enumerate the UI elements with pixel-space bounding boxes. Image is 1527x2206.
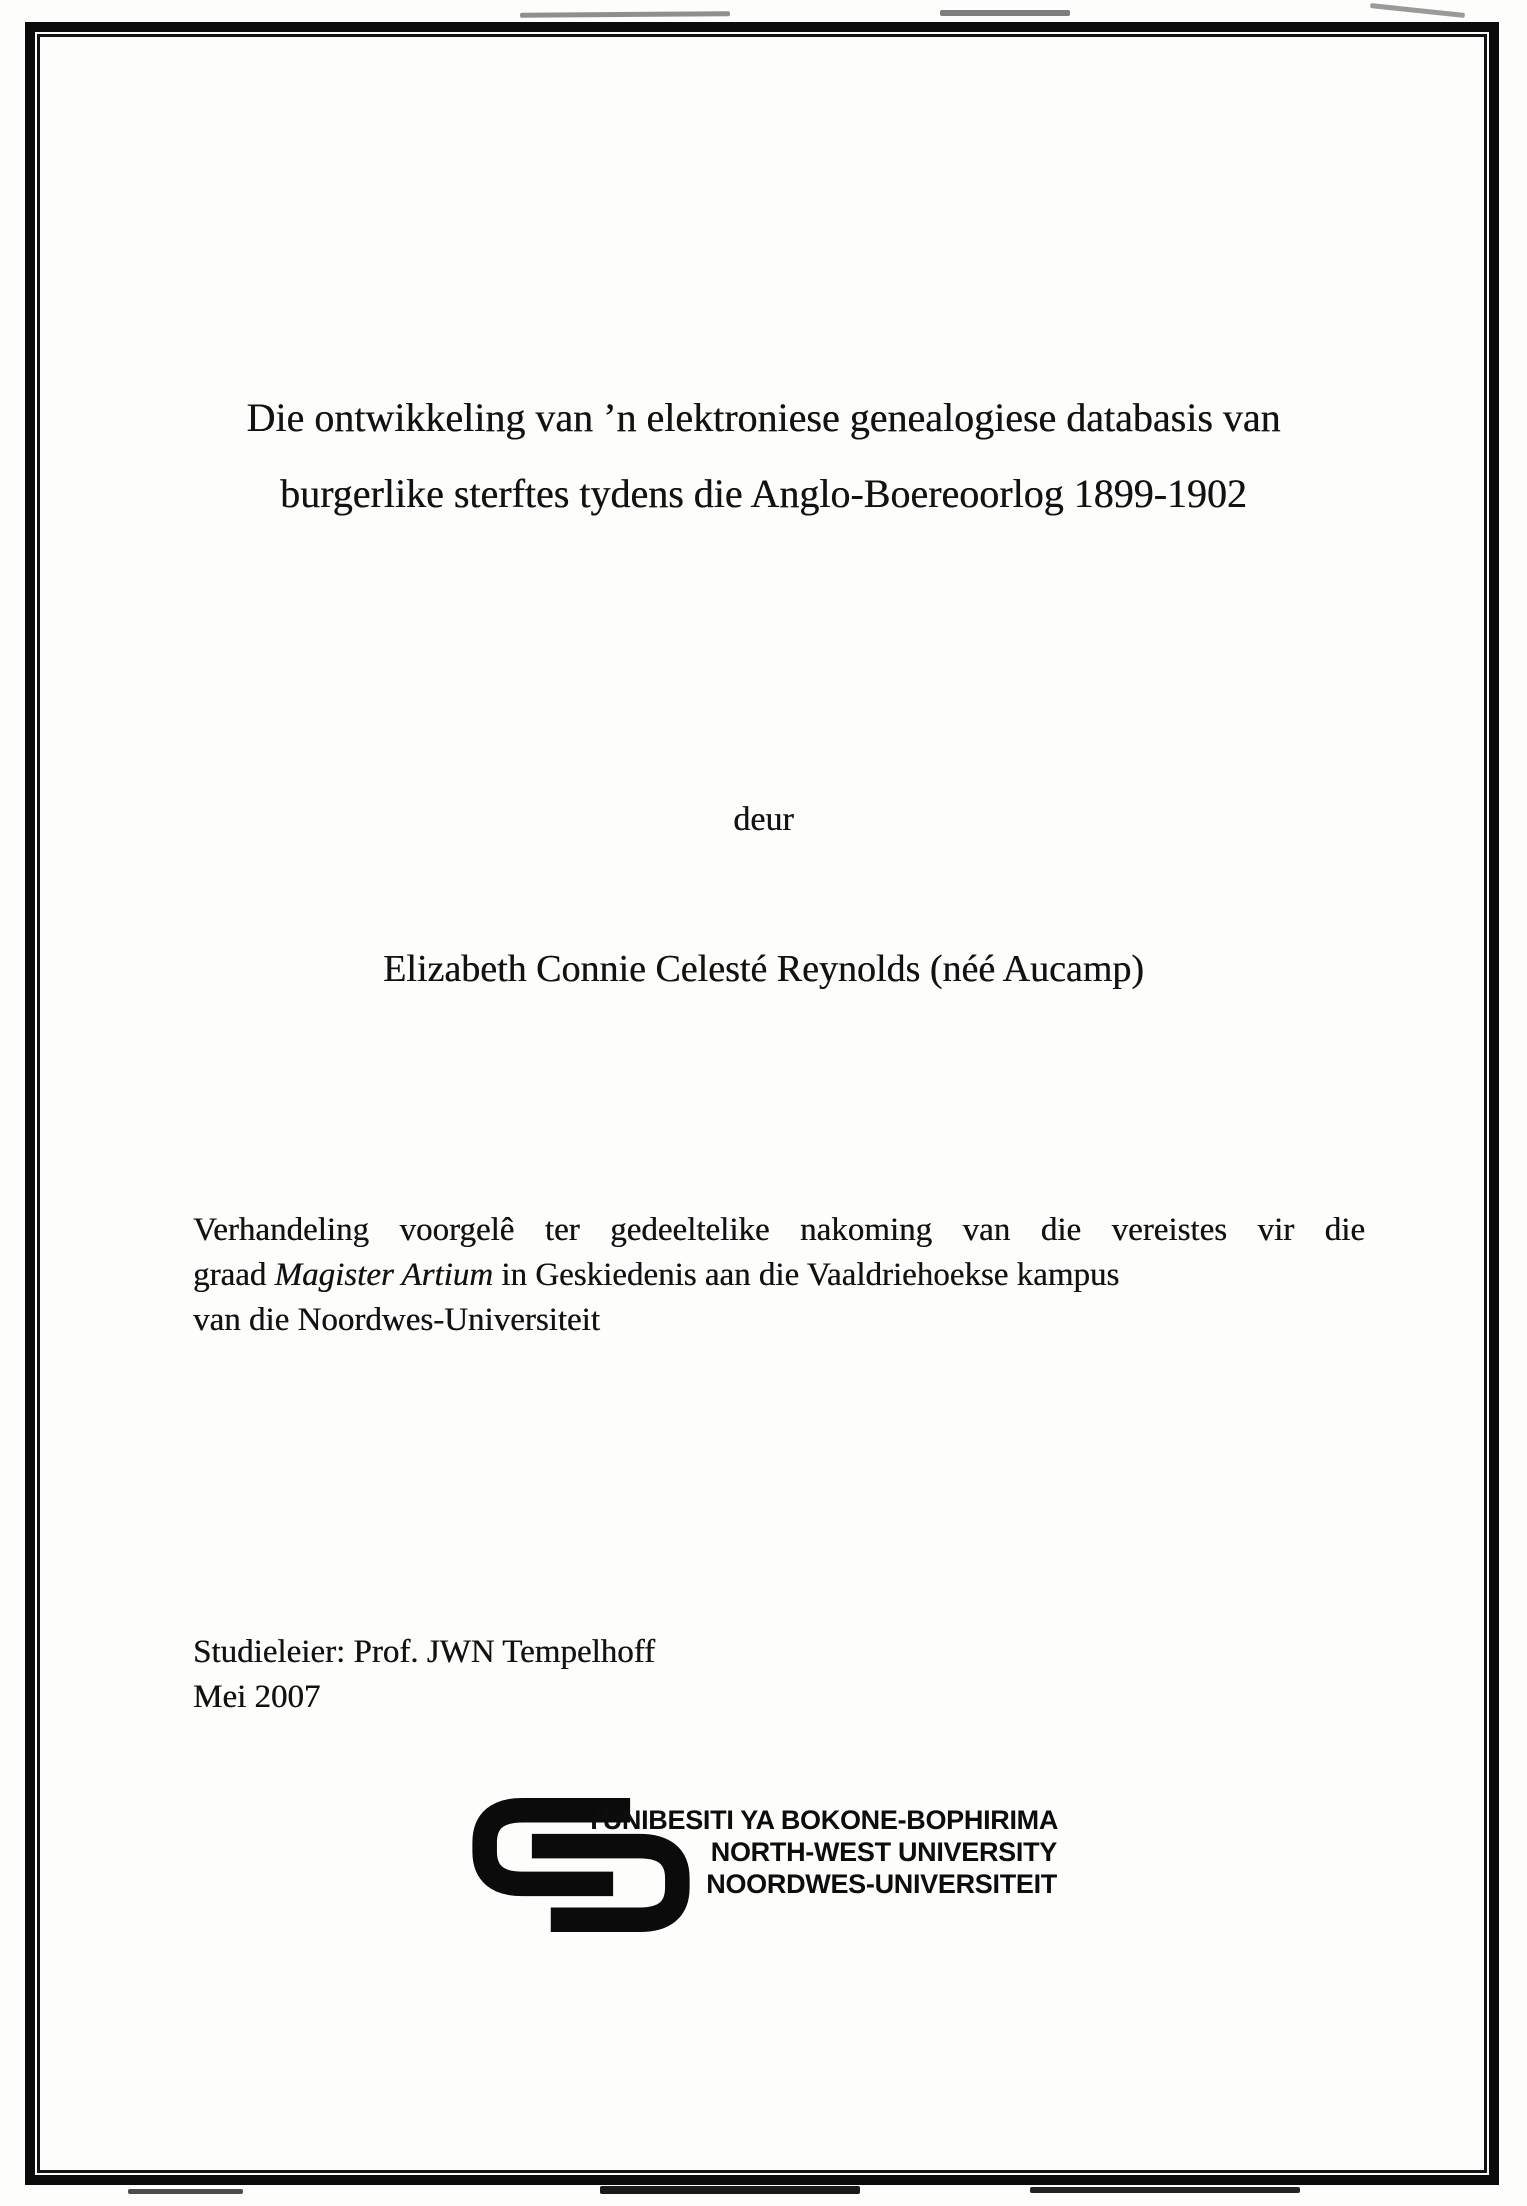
degree-statement-line1: Verhandeling voorgelê ter gedeeltelike nakoming van die vereistes vir die	[193, 1212, 1365, 1248]
university-logo-text	[585, 1804, 1057, 1900]
supervisor-block	[193, 1630, 655, 1720]
scan-speck	[1030, 2187, 1300, 2193]
degree-statement-line2-suffix: in Geskiedenis aan die Vaaldriehoekse kampus	[493, 1257, 1120, 1293]
author-name: Elizabeth Connie Celesté Reynolds (néé Aucamp)	[383, 948, 1144, 990]
scan-speck	[600, 2186, 860, 2194]
degree-statement-line3: van die Noordwes-Universiteit	[193, 1302, 600, 1338]
thesis-title	[0, 380, 1527, 532]
logo-line-afrikaans: NOORDWES-UNIVERSITEIT	[706, 1869, 1057, 1899]
thesis-title-line2: burgerlike sterftes tydens die Anglo-Boereoorlog 1899-1902	[280, 471, 1247, 516]
supervisor-line: Studieleier: Prof. JWN Tempelhoff	[193, 1634, 656, 1670]
degree-statement-line2	[193, 1253, 1365, 1298]
scan-speck	[520, 11, 730, 17]
degree-name-italic: Magister Artium	[274, 1257, 494, 1293]
logo-line-english: NORTH-WEST UNIVERSITY	[710, 1837, 1057, 1867]
logo-line-setswana: YUNIBESITI YA BOKONE-BOPHIRIMA	[585, 1805, 1059, 1835]
university-logo	[466, 1797, 1066, 1947]
degree-statement-line2-prefix: graad	[193, 1257, 275, 1293]
scan-speck	[128, 2189, 243, 2194]
scan-speck	[1370, 3, 1465, 18]
date-line: Mei 2007	[193, 1679, 321, 1715]
degree-statement	[193, 1208, 1365, 1343]
thesis-title-line1: Die ontwikkeling van ’n elektroniese genealogiese databasis van	[246, 395, 1281, 440]
scan-speck	[940, 10, 1070, 16]
byline: deur	[733, 801, 794, 838]
